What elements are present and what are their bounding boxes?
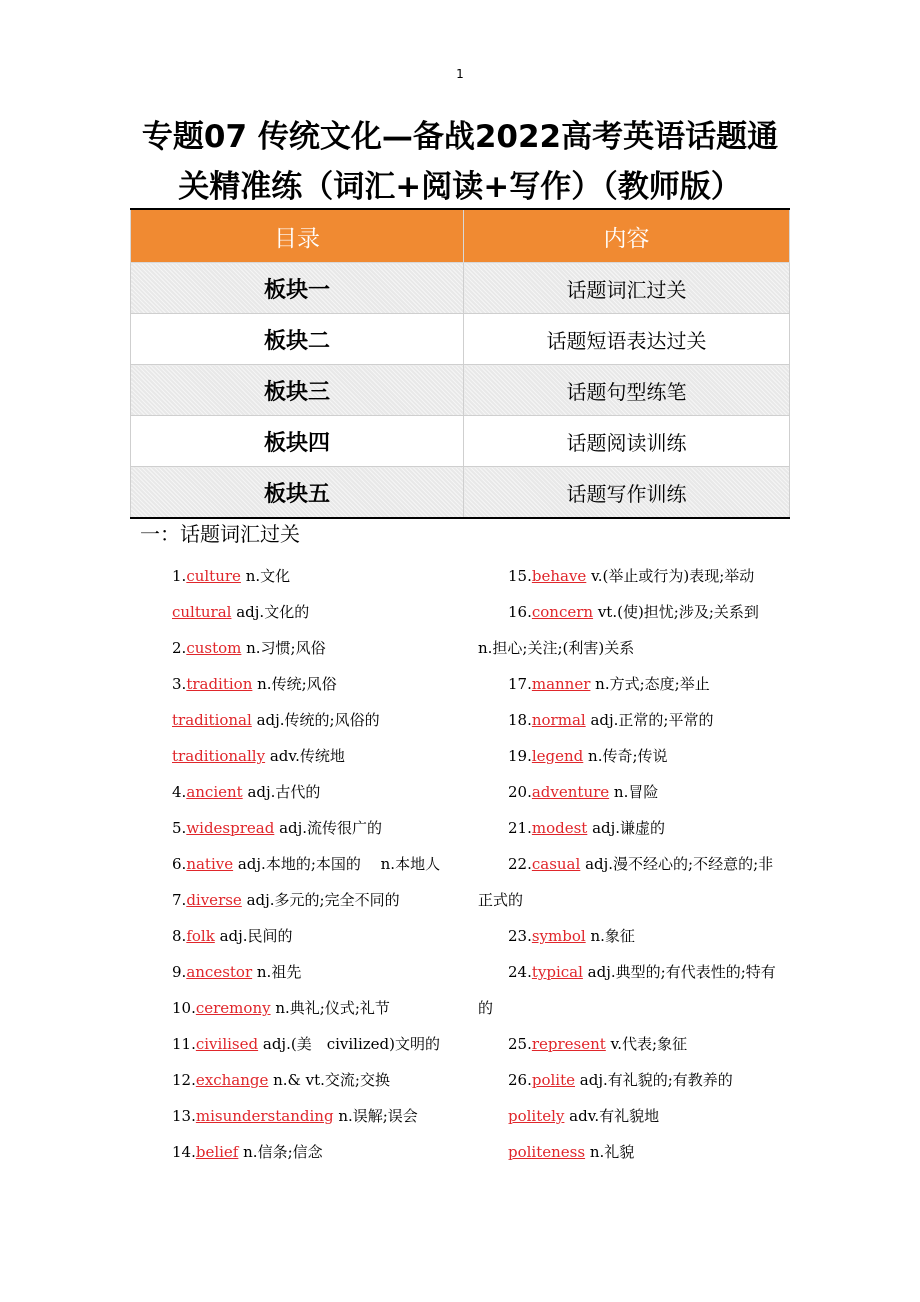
toc-section: 板块五 [131, 467, 464, 519]
entry-word: traditionally [172, 747, 266, 765]
vocab-entry [478, 918, 788, 954]
vocab-entry [478, 846, 788, 918]
entry-definition: adj.本地的;本国的 n.本地人 [233, 855, 441, 873]
entry-number: 9. [172, 963, 187, 981]
toc-row [131, 365, 790, 416]
entry-number: 26. [508, 1071, 532, 1089]
entry-word: tradition [186, 675, 253, 693]
entry-definition: adv.有礼貌地 [564, 1107, 660, 1125]
entry-definition: adj.典型的;有代表性的;特有的 [478, 963, 776, 1017]
entry-word: ceremony [195, 999, 271, 1017]
entry-number: 13. [172, 1107, 196, 1125]
toc-section: 板块二 [131, 314, 464, 365]
toc-row [131, 416, 790, 467]
entry-word: casual [531, 855, 581, 873]
entry-definition: n.信条;信念 [238, 1143, 323, 1161]
entry-word: folk [186, 927, 215, 945]
entry-number: 15. [508, 567, 532, 585]
entry-number: 18. [508, 711, 532, 729]
entry-word: politeness [508, 1143, 586, 1161]
toc-section: 板块四 [131, 416, 464, 467]
entry-definition: n.传统;风俗 [252, 675, 337, 693]
vocab-entry [172, 1098, 472, 1134]
toc-header-content: 内容 [464, 209, 790, 263]
entry-definition: n.& vt.交流;交换 [268, 1071, 390, 1089]
entry-number: 17. [508, 675, 532, 693]
vocab-entry [172, 594, 472, 630]
toc-row [131, 467, 790, 519]
entry-number: 25. [508, 1035, 532, 1053]
entry-number: 7. [172, 891, 187, 909]
document-title [120, 112, 800, 212]
entry-word: concern [531, 603, 594, 621]
table-of-contents [130, 208, 790, 519]
toc-content: 话题写作训练 [464, 467, 790, 519]
entry-number: 20. [508, 783, 532, 801]
entry-number: 3. [172, 675, 187, 693]
entry-definition: n.礼貌 [585, 1143, 635, 1161]
entry-definition: adj.文化的 [231, 603, 310, 621]
entry-word: polite [531, 1071, 575, 1089]
toc-content: 话题句型练笔 [464, 365, 790, 416]
entry-number: 5. [172, 819, 187, 837]
entry-word: native [186, 855, 234, 873]
vocab-entry [172, 810, 472, 846]
entry-word: misunderstanding [195, 1107, 334, 1125]
entry-word: ancestor [186, 963, 253, 981]
entry-definition: n.冒险 [609, 783, 659, 801]
entry-word: manner [531, 675, 591, 693]
vocab-entry [478, 738, 788, 774]
entry-definition: n.习惯;风俗 [241, 639, 326, 657]
entry-number: 22. [508, 855, 532, 873]
entry-word: modest [531, 819, 588, 837]
entry-definition: vt.(使)担忧;涉及;关系到 n.担心;关注;(利害)关系 [478, 603, 779, 657]
entry-definition: n.方式;态度;举止 [590, 675, 710, 693]
entry-definition: v.(举止或行为)表现;举动 [586, 567, 755, 585]
toc-section: 板块一 [131, 263, 464, 314]
title-line-2: 关精准练（词汇+阅读+写作）（教师版） [178, 169, 742, 205]
entry-definition: n.象征 [585, 927, 635, 945]
vocab-entry [478, 1026, 788, 1062]
entry-number: 21. [508, 819, 532, 837]
entry-word: exchange [195, 1071, 269, 1089]
vocab-entry [172, 1026, 472, 1062]
toc-content: 话题阅读训练 [464, 416, 790, 467]
entry-word: normal [531, 711, 586, 729]
entry-definition: n.传奇;传说 [583, 747, 668, 765]
entry-definition: n.文化 [240, 567, 291, 585]
vocab-entry [478, 558, 788, 594]
entry-number: 11. [172, 1035, 196, 1053]
toc-header-directory: 目录 [131, 209, 464, 263]
entry-word: legend [531, 747, 584, 765]
entry-definition: adj.多元的;完全不同的 [241, 891, 400, 909]
title-line-1: 专题07 传统文化—备战2022高考英语话题通 [141, 119, 779, 155]
entry-number: 8. [172, 927, 187, 945]
entry-definition: adj.传统的;风俗的 [251, 711, 380, 729]
entry-word: culture [186, 567, 241, 585]
vocab-entry [478, 594, 788, 666]
vocab-entry [478, 1134, 788, 1170]
entry-definition: v.代表;象征 [605, 1035, 688, 1053]
entry-word: cultural [172, 603, 232, 621]
entry-number: 24. [508, 963, 532, 981]
entry-number: 10. [172, 999, 196, 1017]
entry-definition: adj.有礼貌的;有教养的 [575, 1071, 733, 1089]
entry-number: 12. [172, 1071, 196, 1089]
entry-word: widespread [186, 819, 275, 837]
toc-row [131, 314, 790, 365]
vocab-entry [172, 666, 472, 702]
entry-word: symbol [531, 927, 586, 945]
entry-definition: adj.古代的 [242, 783, 321, 801]
vocab-entry [172, 1062, 472, 1098]
toc-section: 板块三 [131, 365, 464, 416]
entry-word: custom [186, 639, 242, 657]
toc-content: 话题词汇过关 [464, 263, 790, 314]
vocab-entry [172, 990, 472, 1026]
entry-number: 4. [172, 783, 187, 801]
entry-definition: adj.(美 civilized)文明的 [258, 1035, 440, 1053]
entry-word: represent [531, 1035, 606, 1053]
entry-definition: adj.漫不经心的;不经意的;非正式的 [478, 855, 774, 909]
entry-word: typical [531, 963, 583, 981]
vocab-entry [172, 846, 472, 882]
entry-word: politely [508, 1107, 565, 1125]
section-heading: 一：话题词汇过关 [140, 522, 300, 546]
vocab-entry [478, 1098, 788, 1134]
vocab-entry [172, 918, 472, 954]
toc-content: 话题短语表达过关 [464, 314, 790, 365]
entry-word: ancient [186, 783, 243, 801]
entry-number: 16. [508, 603, 532, 621]
entry-word: belief [195, 1143, 239, 1161]
page-number: 1 [456, 67, 464, 81]
entry-word: traditional [172, 711, 252, 729]
toc-row [131, 263, 790, 314]
vocab-entry [172, 954, 472, 990]
vocab-entry [172, 738, 472, 774]
vocab-entry [172, 558, 472, 594]
vocab-entry [478, 702, 788, 738]
vocab-entry [478, 774, 788, 810]
entry-definition: adv.传统地 [265, 747, 345, 765]
entry-definition: n.祖先 [252, 963, 302, 981]
toc-header-row [131, 209, 790, 263]
entry-number: 6. [172, 855, 187, 873]
vocab-entry [172, 882, 472, 918]
entry-definition: n.典礼;仪式;礼节 [270, 999, 390, 1017]
vocab-entry [478, 954, 788, 1026]
entry-definition: adj.谦虚的 [587, 819, 666, 837]
entry-word: behave [531, 567, 587, 585]
entry-number: 1. [172, 567, 187, 585]
entry-number: 14. [172, 1143, 196, 1161]
entry-word: diverse [186, 891, 242, 909]
vocab-entry [172, 774, 472, 810]
vocab-entry [172, 1134, 472, 1170]
entry-definition: adj.流传很广的 [274, 819, 383, 837]
entry-definition: adj.正常的;平常的 [585, 711, 714, 729]
vocab-entry [172, 630, 472, 666]
vocab-right-column [478, 558, 788, 1170]
entry-word: adventure [531, 783, 610, 801]
entry-number: 23. [508, 927, 532, 945]
vocab-entry [478, 1062, 788, 1098]
entry-definition: n.误解;误会 [333, 1107, 418, 1125]
entry-number: 19. [508, 747, 532, 765]
vocab-entry [478, 810, 788, 846]
vocab-entry [172, 702, 472, 738]
vocab-left-column [172, 558, 472, 1170]
entry-number: 2. [172, 639, 187, 657]
entry-definition: adj.民间的 [214, 927, 293, 945]
entry-word: civilised [195, 1035, 259, 1053]
vocab-entry [478, 666, 788, 702]
